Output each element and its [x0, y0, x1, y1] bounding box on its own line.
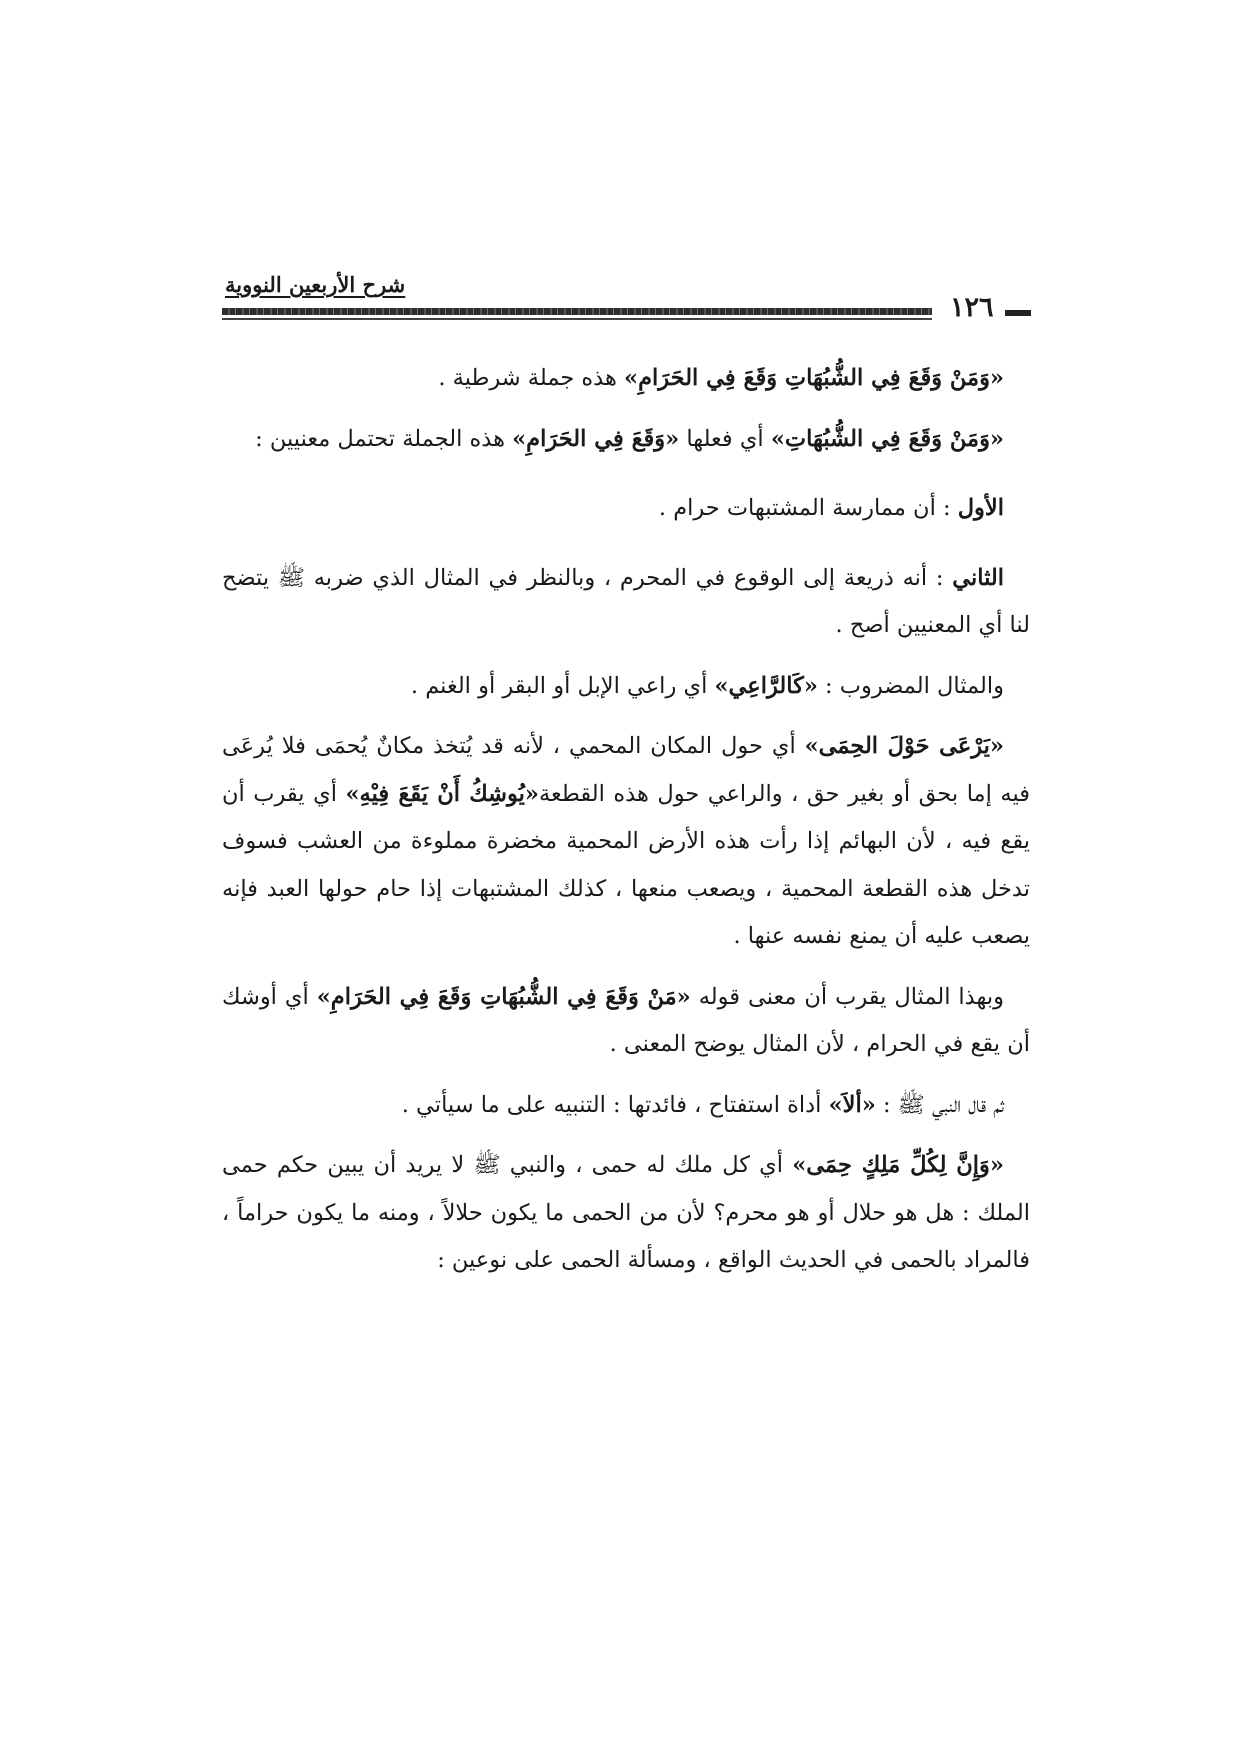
hadith-quote: «وَمَنْ وَقَعَ فِي الشُّبُهَاتِ وَقَعَ فِي الحَرَامِ» [624, 365, 1004, 391]
paragraph-9 [222, 1142, 1030, 1285]
point-label: الثاني [952, 564, 1004, 591]
paragraph-text: والمثال المضروب : [817, 672, 1004, 699]
paragraph-text: أي حول المكان المحمي ، لأنه قد يُتخذ مكانٌ يُحمَى فلا يُرعَى فيه إما بحق أو بغير حق ، والراعي حول هذه القطعة [222, 733, 1030, 807]
header-rule [222, 308, 932, 320]
paragraph-text: أي راعي الإبل أو البقر أو الغنم . [410, 672, 715, 699]
paragraph-text: : أنه ذريعة إلى الوقوع في المحرم ، وبالنظر في المثال الذي ضربه ﷺ يتضح لنا أي المعنيين أصح . [222, 564, 1030, 638]
hadith-quote: «يَرْعَى حَوْلَ الحِمَى» [804, 733, 1004, 759]
paragraph-text: وبهذا المثال يقرب أن معنى قوله [690, 983, 1004, 1010]
hadith-quote: «وَقَعَ فِي الحَرَامِ» [512, 425, 680, 452]
paragraph-1 [222, 355, 1030, 403]
body-text [222, 355, 1030, 1285]
paragraph-text: : أن ممارسة المشتبهات حرام . [658, 495, 958, 521]
point-label: الأول [957, 495, 1004, 521]
hadith-quote: «يُوشِكُ أَنْ يَقَعَ فِيْهِ» [345, 780, 539, 807]
paragraph-text: أداة استفتاح ، فائدتها : التنبيه على ما سيأتي . [401, 1091, 829, 1118]
paragraph-text: ثم قال النبي ﷺ : [875, 1091, 1004, 1118]
paragraph-2 [222, 416, 1030, 464]
hadith-quote: «وَمَنْ وَقَعَ فِي الشُّبُهَاتِ» [770, 425, 1004, 452]
hadith-quote: «ألاَ» [828, 1091, 876, 1118]
paragraph-6 [222, 723, 1030, 961]
header-rule-thin [222, 318, 932, 320]
paragraph-3 [222, 485, 1030, 533]
paragraph-8 [222, 1082, 1030, 1130]
page-number: ١٢٦ [950, 292, 994, 323]
paragraph-text: هذه جملة شرطية . [438, 365, 625, 391]
hadith-quote: «مَنْ وَقَعَ فِي الشُّبُهَاتِ وَقَعَ فِي الحَرَامِ» [316, 983, 691, 1010]
paragraph-7 [222, 974, 1030, 1069]
hadith-quote: «كَالرَّاعِي» [714, 672, 818, 699]
running-header-title: شرح الأربعين النووية [225, 272, 406, 297]
paragraph-text: أي كل ملك له حمى ، والنبي ﷺ لا يريد أن يبين حكم حمى الملك : هل هو حلال أو هو محرم؟ لأن من الحمى ما يكون حلالاً ، ومنه ما يكون حراماً ، فالمراد بالحمى في الحديث الواقع ، ومسألة الحمى على نوعين : [222, 1152, 1030, 1273]
header-rule-thick [222, 308, 932, 315]
paragraph-text: هذه الجملة تحتمل معنيين : [255, 425, 513, 452]
paragraph-text: أي فعلها [679, 425, 771, 452]
hadith-quote: «وَإِنَّ لِكُلِّ مَلِكٍ حِمَى» [792, 1152, 1004, 1178]
paragraph-text: أي يقرب أن يقع فيه ، لأن البهائم إذا رأت هذه الأرض المحمية مخضرة مملوءة من العشب فسوف تدخل هذه القطعة المحمية ، ويصعب منعها ، كذلك المشتبهات إذا حام حولها العبد فإنه يصعب عليه أن يمنع نفسه عنها . [222, 780, 1030, 949]
paragraph-text: أي أوشك أن يقع في الحرام ، لأن المثال يوضح المعنى . [222, 983, 1030, 1057]
page-number-dash [1005, 310, 1031, 316]
paragraph-4 [222, 555, 1030, 650]
paragraph-5 [222, 663, 1030, 711]
